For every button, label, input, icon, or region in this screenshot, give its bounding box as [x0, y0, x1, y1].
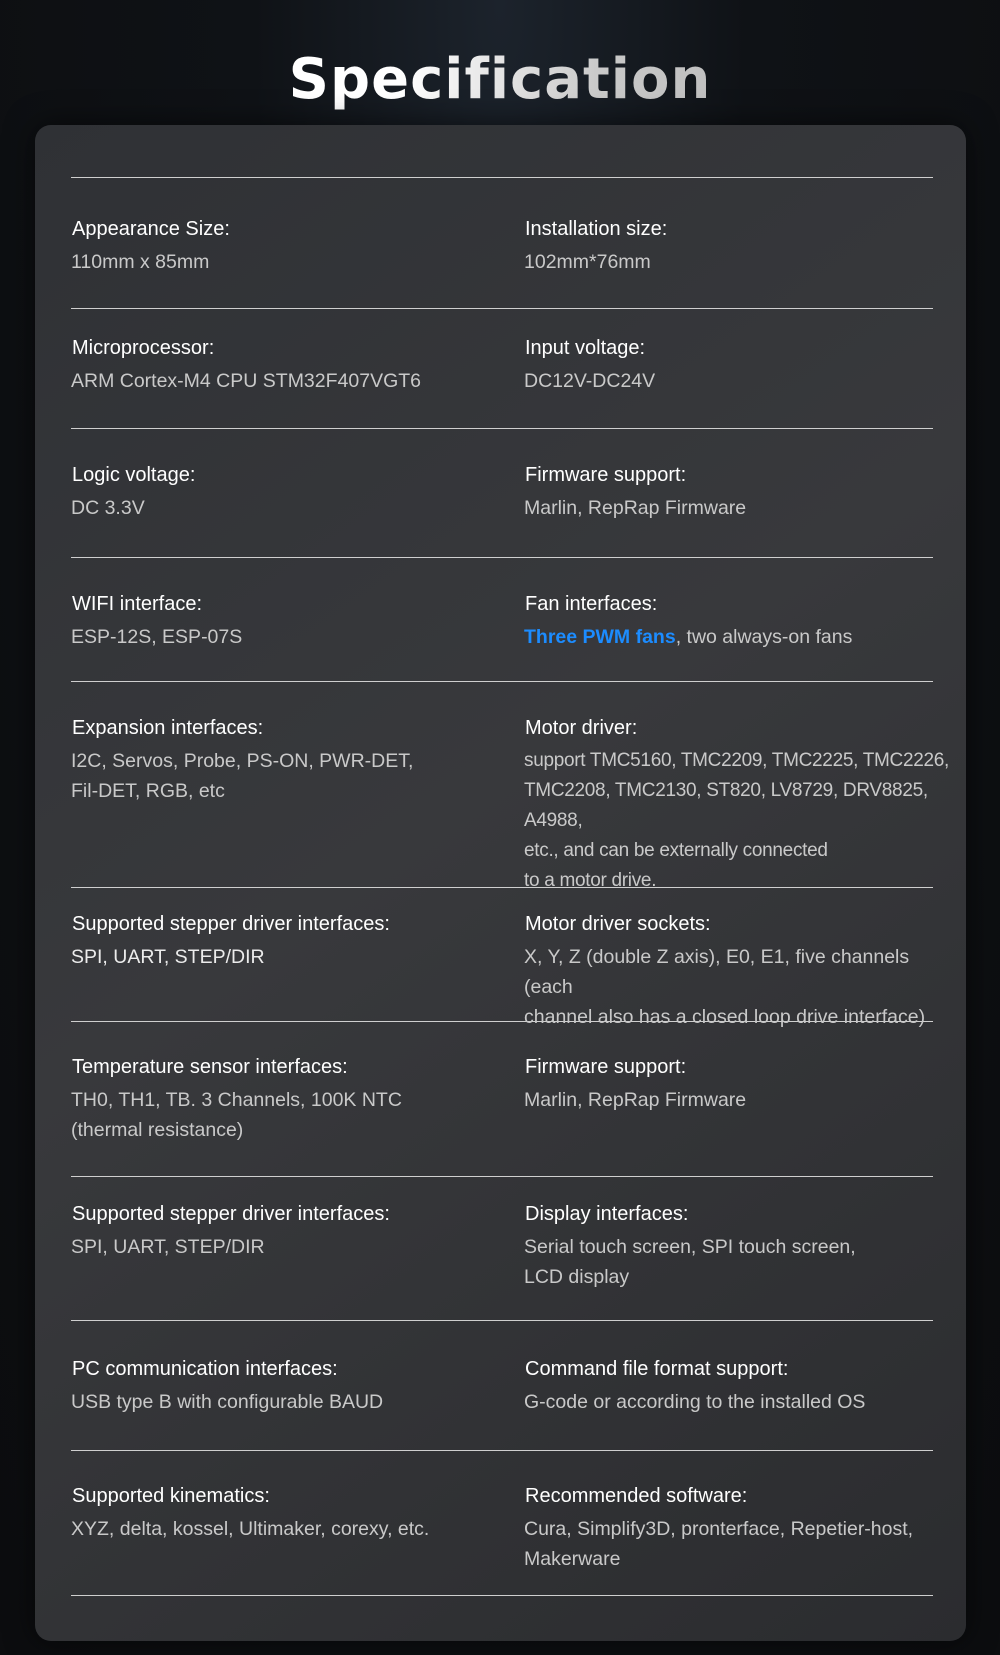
spec-label: Motor driver: [525, 717, 638, 739]
spec-stepper-interfaces-2 [71, 1199, 511, 1262]
spec-appearance-size [71, 214, 511, 277]
spec-stepper-interfaces [71, 909, 511, 972]
spec-firmware-support-2 [524, 1052, 944, 1115]
spec-logic-voltage [71, 460, 511, 523]
spec-row-temperature [71, 1022, 933, 1177]
value-text: , two always-on fans [675, 626, 853, 648]
spec-label: Appearance Size: [72, 218, 230, 240]
spec-input-voltage [524, 333, 944, 396]
spec-motor-driver [524, 713, 954, 896]
spec-value: SPI, UART, STEP/DIR [71, 1236, 265, 1258]
spec-firmware-support [524, 460, 944, 523]
spec-kinematics [71, 1481, 511, 1544]
spec-value: Marlin, RepRap Firmware [524, 1089, 747, 1111]
spec-value: ESP-12S, ESP-07S [71, 626, 243, 648]
spec-row-logic [71, 429, 933, 558]
spec-value: DC12V-DC24V [524, 370, 656, 392]
spec-row-kinematics [71, 1451, 933, 1596]
spec-row-display [71, 1177, 933, 1321]
spec-label: Installation size: [525, 218, 668, 240]
spec-label: Firmware support: [525, 464, 687, 486]
spec-label: WIFI interface: [72, 593, 203, 615]
spec-microprocessor [71, 333, 511, 396]
spec-value: Serial touch screen, SPI touch screen, LCD display [524, 1236, 856, 1288]
spec-value: DC 3.3V [71, 497, 145, 519]
spec-label: Microprocessor: [72, 337, 215, 359]
spec-pc-communication [71, 1354, 511, 1417]
spec-value: Cura, Simplify3D, pronterface, Repetier-host, Makerware [524, 1518, 914, 1570]
spec-value: I2C, Servos, Probe, PS-ON, PWR-DET, Fil-DET, RGB, etc [71, 750, 414, 802]
highlight-text: Three PWM fans [524, 626, 676, 648]
spec-value: X, Y, Z (double Z axis), E0, E1, five channels (each channel also has a closed loop drive interface) [524, 946, 926, 1028]
spec-value: USB type B with configurable BAUD [71, 1391, 384, 1413]
spec-motor-driver-sockets [524, 909, 944, 1032]
spec-value: SPI, UART, STEP/DIR [71, 946, 265, 968]
spec-label: Temperature sensor interfaces: [72, 1056, 348, 1078]
spec-label: Supported stepper driver interfaces: [72, 913, 390, 935]
spec-value: 102mm*76mm [524, 251, 651, 273]
spec-label: Command file format support: [525, 1358, 789, 1380]
spec-command-file-format [524, 1354, 944, 1417]
spec-expansion-interfaces [71, 713, 511, 806]
spec-value: support TMC5160, TMC2209, TMC2225, TMC2226, TMC2208, TMC2130, ST820, LV8729, DRV8825, A4988, etc., and can be externally connected to a motor drive. [524, 750, 950, 891]
spec-row-processor [71, 309, 933, 429]
spec-row-pc [71, 1321, 933, 1451]
spec-temperature-interfaces [71, 1052, 511, 1145]
spec-label: Supported stepper driver interfaces: [72, 1203, 390, 1225]
spec-installation-size [524, 214, 944, 277]
spec-label: Motor driver sockets: [525, 913, 711, 935]
page-title: Specification [0, 44, 1000, 116]
spec-label: Input voltage: [525, 337, 646, 359]
spec-label: Supported kinematics: [72, 1485, 270, 1507]
spec-label: Firmware support: [525, 1056, 687, 1078]
spec-row-expansion [71, 682, 950, 891]
spec-value: Marlin, RepRap Firmware [524, 497, 747, 519]
spec-row-size [71, 178, 933, 309]
spec-label: Fan interfaces: [525, 593, 658, 615]
spec-label: Recommended software: [525, 1485, 748, 1507]
spec-row-wifi [71, 558, 933, 682]
spec-recommended-software [524, 1481, 944, 1574]
spec-label: Display interfaces: [525, 1203, 689, 1225]
spec-card [35, 125, 966, 1641]
spec-value: TH0, TH1, TB. 3 Channels, 100K NTC (thermal resistance) [71, 1089, 402, 1141]
spec-fan-interfaces [524, 589, 944, 652]
spec-row-stepper [71, 888, 933, 1028]
spec-label: Expansion interfaces: [72, 717, 264, 739]
spec-value: G-code or according to the installed OS [524, 1391, 866, 1413]
spec-wifi-interface [71, 589, 511, 652]
spec-label: Logic voltage: [72, 464, 196, 486]
spec-value: 110mm x 85mm [71, 251, 210, 273]
spec-label: PC communication interfaces: [72, 1358, 338, 1380]
spec-value: XYZ, delta, kossel, Ultimaker, corexy, etc. [71, 1518, 430, 1540]
spec-display-interfaces [524, 1199, 944, 1292]
spec-value [524, 622, 944, 652]
spec-table [71, 177, 950, 1596]
spec-value: ARM Cortex-M4 CPU STM32F407VGT6 [71, 370, 422, 392]
